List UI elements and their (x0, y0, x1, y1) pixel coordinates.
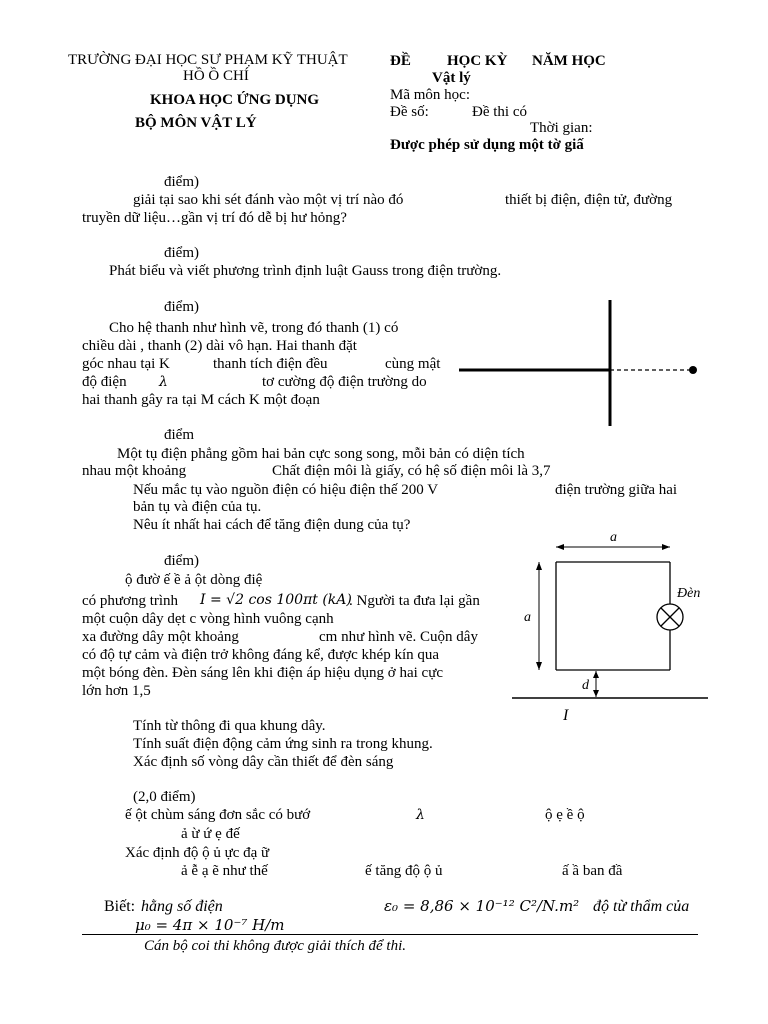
allowed-materials: Được phép sử dụng một tờ giấ (390, 137, 584, 153)
q5-text-line2a: có phương trình (82, 593, 179, 609)
dim-d-label: d (582, 678, 589, 693)
q3-text-line3a: góc nhau tại K (82, 356, 170, 372)
q3-text-line2: chiều dài , thanh (2) dài vô hạn. Hai thanh đặt (82, 338, 357, 354)
q5-text-line5: có độ tự cảm và điện trở không đáng kể, được khép kín qua (82, 647, 440, 663)
time-label: Thời gian: (530, 120, 593, 136)
q5-task2: Tính suất điện động cảm ứng sinh ra trong khung. (133, 736, 433, 752)
q3-text-line4a: độ điện (82, 374, 127, 390)
dim-d-arrowhead-bottom (593, 690, 599, 697)
q6-text-line4b: ế tăng độ ộ ủ (365, 863, 443, 879)
q6-text-line1a: ế ột chùm sáng đơn sắc có bướ (125, 807, 311, 823)
q5-score: điểm) (164, 553, 199, 569)
q3-lambda: λ (159, 374, 168, 390)
dim-a-top-label: a (610, 530, 617, 545)
dim-a-top-arrowhead-right (662, 544, 670, 550)
q4-text-line2a: nhau một khoảng (82, 463, 187, 479)
q6-text-line2: ả ừ ứ ẹ đế (181, 826, 240, 842)
q3-text-line3c: cùng mật (385, 356, 441, 372)
q5-text-line2b: . Người ta đưa lại gần (349, 593, 480, 609)
q6-lambda: λ (416, 807, 425, 823)
q3-score: điểm) (164, 299, 199, 315)
exam-pages-label: Đề thi có (472, 104, 527, 120)
q3-rods-figure (455, 296, 705, 436)
mu-label: độ từ thẩm của (593, 898, 690, 915)
q6-text-line3: Xác định độ ộ ủ ực đạ ữ (125, 845, 270, 861)
q2-score: điểm) (164, 245, 199, 261)
dim-a-left-arrowhead-bottom (536, 662, 542, 670)
q5-text-line4a: xa đường dây một khoảng (82, 629, 239, 645)
faculty-name: KHOA HỌC ỨNG DỤNG (150, 92, 320, 108)
q1-score: điểm) (164, 174, 199, 190)
school-year-label: NĂM HỌC (532, 53, 606, 69)
lamp-label: Đèn (677, 586, 701, 601)
q5-text-line3: một cuộn dây dẹt c vòng hình vuông cạnh (82, 611, 334, 627)
q5-task1: Tính từ thông đi qua khung dây. (133, 718, 326, 734)
q3-text-line5: hai thanh gây ra tại M cách K một đoạn (82, 392, 320, 408)
given-label: Biết: (104, 898, 136, 915)
footer-divider (82, 934, 698, 935)
mu-constant: μ₀ = 4π × 10⁻⁷ H/m (135, 916, 285, 934)
subject-name: Vật lý (432, 70, 471, 86)
q4-text-line3b: điện trường giữa hai (555, 482, 678, 498)
q3-text-line3b: thanh tích điện đều (213, 356, 328, 372)
q4-text-line5: Nêu ít nhất hai cách để tăng điện dung của tụ? (133, 517, 411, 533)
q1-text-line1a: giải tại sao khi sét đánh vào một vị trí nào đó (133, 192, 404, 208)
q3-text-line1: Cho hệ thanh như hình vẽ, trong đó thanh (1) có (109, 320, 399, 336)
q4-text-line3a: Nếu mắc tụ vào nguồn điện có hiệu điện thế 200 V (133, 482, 439, 498)
constant-label: hằng số điện (141, 898, 223, 915)
q5-text-line6: một bóng đèn. Đèn sáng lên khi điện áp hiệu dụng ở hai cực (82, 665, 443, 681)
q1-text-line2: truyền dữ liệu…gần vị trí đó dễ bị hư hỏng? (82, 210, 347, 226)
q4-text-line4: bản tụ và điện của tụ. (133, 499, 262, 515)
q5-text-line1: ộ đườ ế ề ả ột dòng điệ (125, 572, 263, 588)
proctor-note: Cán bộ coi thi không được giải thích để thi. (144, 938, 406, 954)
semester-label: HỌC KỲ (447, 53, 508, 69)
q4-score: điểm (164, 427, 194, 443)
q5-current-formula: I = √2 cos 100πt (kA) (200, 592, 352, 608)
school-name-line2: HỒ Ồ CHÍ (183, 68, 249, 84)
current-label: I (563, 707, 569, 724)
q5-text-line4b: cm như hình vẽ. Cuộn dây (319, 629, 478, 645)
dim-a-left-arrowhead-top (536, 562, 542, 570)
q4-text-line2b: Chất điện môi là giấy, có hệ số điện môi là 3,7 (272, 463, 551, 479)
q2-text: Phát biểu và viết phương trình định luật Gauss trong điện trường. (109, 263, 502, 279)
course-code-label: Mã môn học: (390, 87, 470, 103)
q3-text-line4b: tơ cường độ điện trường do (262, 374, 427, 390)
q6-text-line4c: ấ ầ ban đầ (562, 863, 623, 879)
epsilon-constant: ε₀ = 8,86 × 10⁻¹² C²/N.m² (384, 897, 580, 915)
q5-coil-figure (510, 527, 715, 752)
q1-text-line1b: thiết bị điện, điện tử, đường (505, 192, 673, 208)
q6-text-line4a: ả ễ ạ ẽ như thế (181, 863, 268, 879)
point-m (689, 366, 697, 374)
exam-number-label: Đề số: (390, 104, 429, 120)
department-name: BỘ MÔN VẬT LÝ (135, 115, 257, 131)
dim-a-left-label: a (524, 610, 531, 625)
q6-score: (2,0 điểm) (133, 789, 196, 805)
dim-a-top-arrowhead-left (556, 544, 564, 550)
q5-text-line7: lớn hơn 1,5 (82, 683, 151, 699)
school-name-line1: TRƯỜNG ĐẠI HỌC SƯ PHẠM KỸ THUẬT (68, 52, 348, 68)
exam-word: ĐỀ (390, 53, 411, 69)
q4-text-line1: Một tụ điện phẳng gồm hai bản cực song song, mỗi bản có diện tích (117, 446, 525, 462)
q5-task3: Xác định số vòng dây cần thiết để đèn sáng (133, 754, 394, 770)
q6-text-line1b: ộ ẹ ề ộ (545, 807, 585, 823)
dim-d-arrowhead-top (593, 671, 599, 678)
